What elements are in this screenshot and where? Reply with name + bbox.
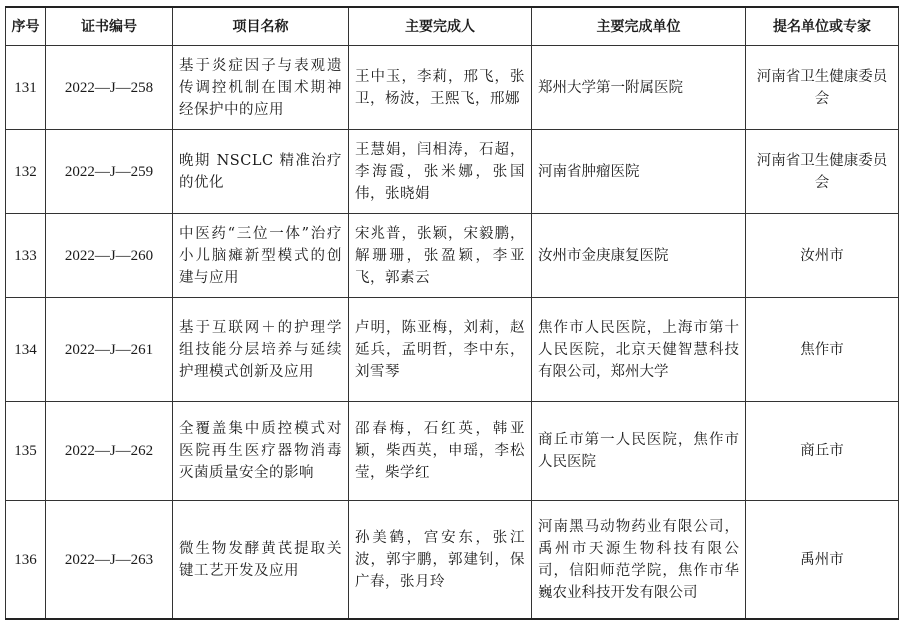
table-row bbox=[6, 130, 899, 214]
row-project: 基于互联网＋的护理学组技能分层培养与延续护理模式创新及应用 bbox=[173, 298, 349, 402]
table-row bbox=[6, 501, 899, 620]
table-row bbox=[6, 46, 899, 130]
row-project: 中医药“三位一体”治疗小儿脑瘫新型模式的创建与应用 bbox=[173, 214, 349, 298]
award-table bbox=[5, 6, 899, 620]
row-cert-no: 2022—J—258 bbox=[46, 46, 173, 130]
row-cert-no: 2022—J—261 bbox=[46, 298, 173, 402]
row-units: 焦作市人民医院，上海市第十人民医院，北京天健智慧科技有限公司，郑州大学 bbox=[532, 298, 746, 402]
row-nominator: 河南省卫生健康委员会 bbox=[746, 46, 899, 130]
row-persons: 王慧娟，闫相涛，石超，李海霞，张米娜，张国伟，张晓娟 bbox=[349, 130, 532, 214]
row-persons: 王中玉，李莉，邢飞，张卫，杨波，王熙飞，邢娜 bbox=[349, 46, 532, 130]
row-nominator: 汝州市 bbox=[746, 214, 899, 298]
table-row bbox=[6, 402, 899, 501]
row-persons: 卢明，陈亚梅，刘莉，赵延兵，孟明哲，李中东，刘雪琴 bbox=[349, 298, 532, 402]
row-cert-no: 2022—J—262 bbox=[46, 402, 173, 501]
row-index: 133 bbox=[6, 214, 46, 298]
header-project: 项目名称 bbox=[173, 7, 349, 46]
header-index: 序号 bbox=[6, 7, 46, 46]
row-persons: 邵春梅，石红英，韩亚颖，柴西英，申瑶，李松莹，柴学红 bbox=[349, 402, 532, 501]
row-persons: 孙美鹤，宫安东，张江波，郭宇鹏，郭建钊，保广春，张月玲 bbox=[349, 501, 532, 620]
row-nominator: 禹州市 bbox=[746, 501, 899, 620]
row-index: 136 bbox=[6, 501, 46, 620]
header-persons: 主要完成人 bbox=[349, 7, 532, 46]
row-cert-no: 2022—J—259 bbox=[46, 130, 173, 214]
row-units: 汝州市金庚康复医院 bbox=[532, 214, 746, 298]
table-row bbox=[6, 298, 899, 402]
row-index: 135 bbox=[6, 402, 46, 501]
row-units: 商丘市第一人民医院，焦作市人民医院 bbox=[532, 402, 746, 501]
row-units: 郑州大学第一附属医院 bbox=[532, 46, 746, 130]
header-row bbox=[6, 7, 899, 46]
row-units: 河南黑马动物药业有限公司，禹州市天源生物科技有限公司，信阳师范学院，焦作市华巍农业科技开发有限公司 bbox=[532, 501, 746, 620]
row-project: 全覆盖集中质控模式对医院再生医疗器物消毒灭菌质量安全的影响 bbox=[173, 402, 349, 501]
header-nominator: 提名单位或专家 bbox=[746, 7, 899, 46]
table-row bbox=[6, 214, 899, 298]
row-persons: 宋兆普，张颖，宋毅鹏，解珊珊，张盈颖，李亚飞，郭素云 bbox=[349, 214, 532, 298]
header-cert-no: 证书编号 bbox=[46, 7, 173, 46]
row-project: 晚期 NSCLC 精准治疗的优化 bbox=[173, 130, 349, 214]
row-nominator: 河南省卫生健康委员会 bbox=[746, 130, 899, 214]
row-project: 微生物发酵黄芪提取关键工艺开发及应用 bbox=[173, 501, 349, 620]
row-cert-no: 2022—J—263 bbox=[46, 501, 173, 620]
header-units: 主要完成单位 bbox=[532, 7, 746, 46]
row-project: 基于炎症因子与表观遗传调控机制在围术期神经保护中的应用 bbox=[173, 46, 349, 130]
row-index: 132 bbox=[6, 130, 46, 214]
row-nominator: 商丘市 bbox=[746, 402, 899, 501]
row-index: 131 bbox=[6, 46, 46, 130]
row-cert-no: 2022—J—260 bbox=[46, 214, 173, 298]
row-units: 河南省肿瘤医院 bbox=[532, 130, 746, 214]
row-nominator: 焦作市 bbox=[746, 298, 899, 402]
row-index: 134 bbox=[6, 298, 46, 402]
